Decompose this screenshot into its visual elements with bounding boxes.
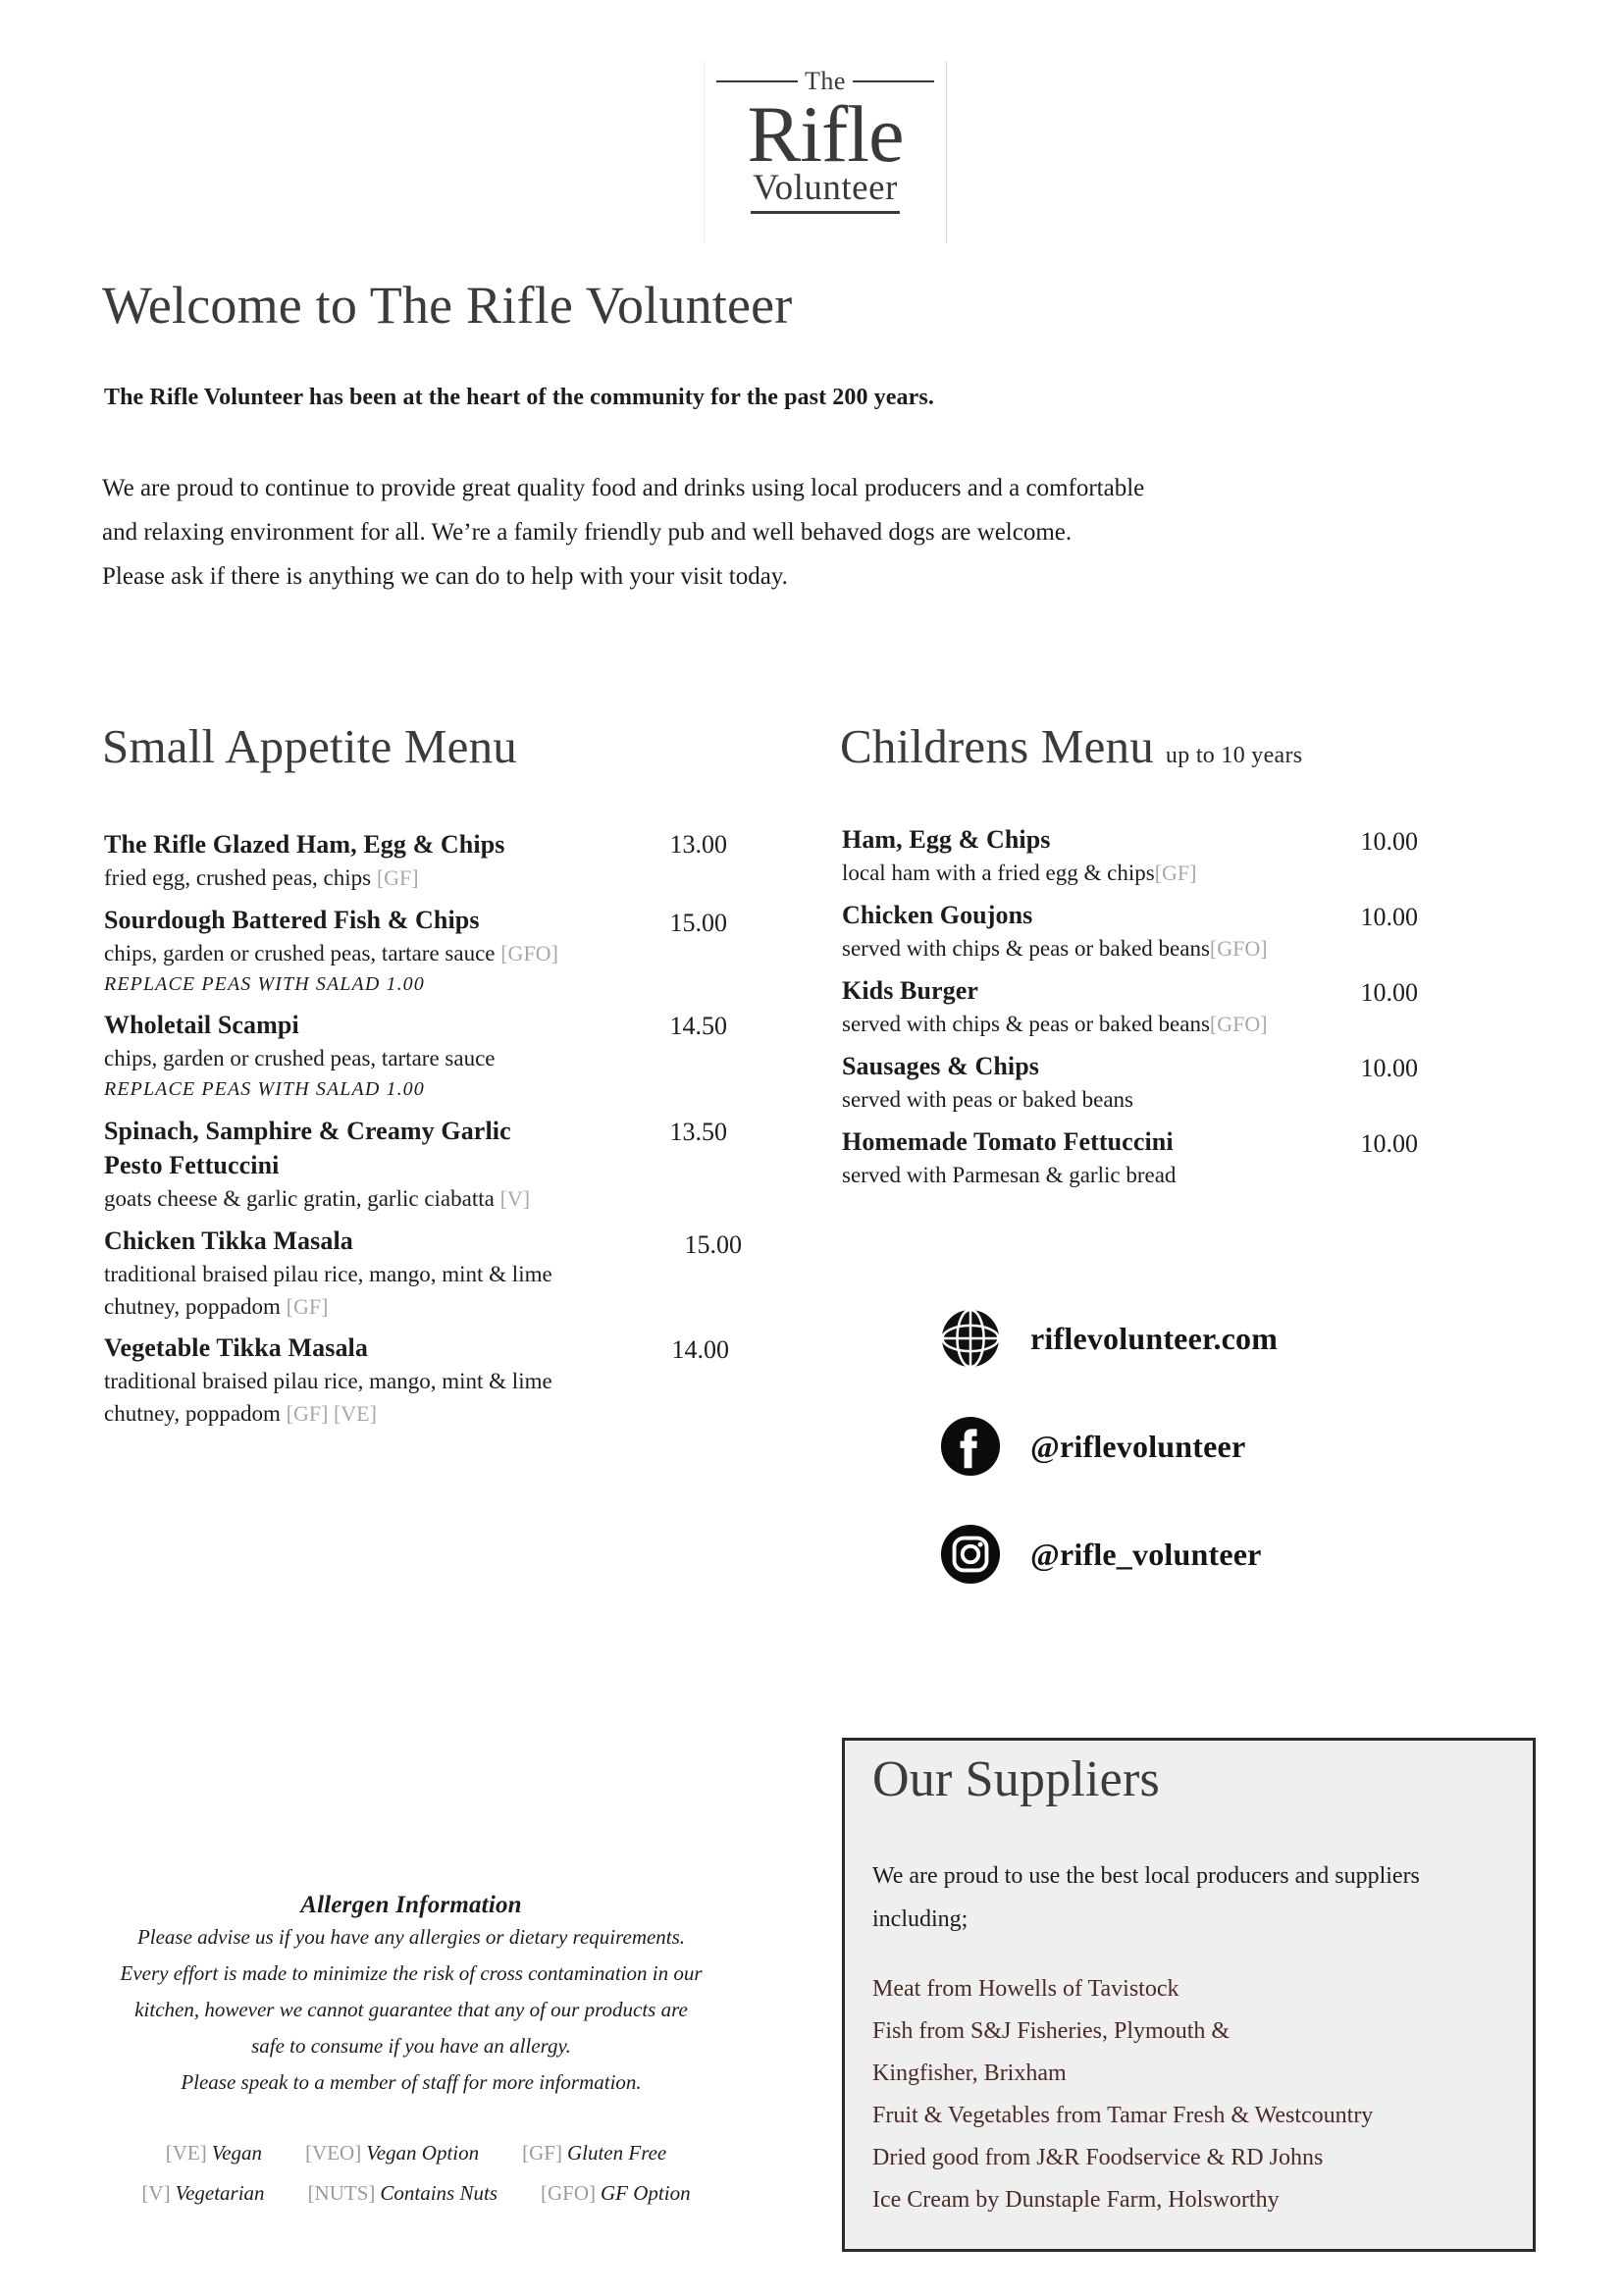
menu-item-name: Spinach, Samphire & Creamy Garlic Pesto Fettuccini: [104, 1117, 511, 1179]
allergen-line: Please advise us if you have any allergies or dietary requirements.: [136, 1925, 686, 1949]
menu-item: [104, 1224, 742, 1323]
suppliers-title: Our Suppliers: [872, 1751, 1160, 1807]
menu-item: [842, 898, 1431, 965]
menu-item: [842, 822, 1431, 889]
menu-item-price: 14.00: [671, 1335, 729, 1364]
menu-item-desc-text: served with Parmesan & garlic bread: [842, 1163, 1177, 1187]
menu-item-tags: [V]: [499, 1186, 531, 1211]
menu-item-price: 10.00: [1360, 827, 1418, 856]
menu-item-desc: [104, 1182, 732, 1215]
menu-item-desc-text: local ham with a fried egg & chips: [842, 861, 1155, 885]
logo-rule-right: [853, 80, 934, 82]
logo-rule-left: [716, 80, 798, 82]
supplier-item: Fruit & Vegetables from Tamar Fresh & Westcountry: [872, 2103, 1374, 2128]
menu-item: [104, 827, 732, 894]
menu-item-desc-text: traditional braised pilau rice, mango, mint & lime chutney, poppadom: [104, 1262, 552, 1319]
childrens-heading: [840, 718, 1302, 774]
menu-item-price: 10.00: [1360, 978, 1418, 1007]
facebook-icon: [940, 1416, 1001, 1477]
logo-main-text: Rifle: [747, 89, 904, 179]
allergen-key-item: [522, 2141, 666, 2166]
social-label-instagram: @rifle_volunteer: [1030, 1536, 1262, 1572]
allergen-key-text: GF Option: [601, 2181, 691, 2205]
menu-item-tags: [GF]: [1154, 861, 1197, 885]
menu-item-desc: [104, 1042, 732, 1074]
allergen-key: [102, 2141, 730, 2221]
welcome-body-line: Please ask if there is anything we can do to help with your visit today.: [102, 563, 788, 590]
supplier-item: Kingfisher, Brixham: [872, 2061, 1067, 2086]
menu-item: [104, 1008, 732, 1104]
menu-item-tags: [GF]: [376, 865, 419, 890]
menu-item-name: Sausages & Chips: [842, 1052, 1039, 1080]
menu-item: [104, 1331, 732, 1430]
page-title: Welcome to The Rifle Volunteer: [102, 276, 793, 335]
menu-item-tags: [GF] [VE]: [286, 1401, 377, 1426]
allergen-key-text: Gluten Free: [566, 2141, 667, 2165]
allergen-title: Allergen Information: [300, 1892, 522, 1918]
menu-item-price: 15.00: [684, 1230, 742, 1259]
menu-item-name: Homemade Tomato Fettuccini: [842, 1127, 1174, 1156]
menu-item-price: 10.00: [1360, 1129, 1418, 1158]
menu-item-desc-text: served with chips & peas or baked beans: [842, 936, 1210, 961]
instagram-icon: [940, 1524, 1001, 1585]
menu-item-tags: [GFO]: [1209, 1012, 1268, 1036]
menu-item-desc-text: served with chips & peas or baked beans: [842, 1012, 1210, 1036]
allergen-line: Please speak to a member of staff for more information.: [181, 2070, 642, 2094]
menu-item-desc: [104, 861, 732, 894]
menu-item-name: Kids Burger: [842, 976, 979, 1005]
menu-item-note: REPLACE PEAS WITH SALAD 1.00: [104, 973, 425, 995]
menu-item-desc: [104, 1258, 565, 1323]
allergen-key-code: [VE]: [165, 2141, 207, 2165]
welcome-body-line: We are proud to continue to provide great quality food and drinks using local producers and a comfortable: [102, 475, 1145, 501]
menu-item-name: The Rifle Glazed Ham, Egg & Chips: [104, 830, 505, 859]
welcome-lead: The Rifle Volunteer has been at the heart of the community for the past 200 years.: [104, 385, 934, 410]
allergen-key-code: [GFO]: [541, 2181, 596, 2205]
menu-item-note: REPLACE PEAS WITH SALAD 1.00: [104, 1078, 425, 1100]
menu-item-desc: [842, 1008, 1431, 1040]
allergen-key-row: [102, 2181, 730, 2206]
suppliers-list: [872, 1968, 1520, 2221]
menu-item: [842, 1049, 1431, 1116]
supplier-item: Dried good from J&R Foodservice & RD Johns: [872, 2145, 1324, 2170]
menu-item-desc-text: goats cheese & garlic gratin, garlic ciabatta: [104, 1186, 495, 1211]
childrens-list: [842, 822, 1431, 1191]
social-link-facebook[interactable]: [940, 1416, 1245, 1477]
menu-item-desc: [104, 937, 732, 969]
menu-item-desc: [842, 1083, 1431, 1116]
menu-item-desc-text: traditional braised pilau rice, mango, mint & lime chutney, poppadom: [104, 1369, 552, 1426]
allergen-key-item: [308, 2181, 498, 2206]
menu-item-desc-text: served with peas or baked beans: [842, 1087, 1133, 1112]
social-label-facebook: @riflevolunteer: [1030, 1428, 1246, 1464]
menu-item-tags: [GFO]: [500, 941, 558, 965]
menu-item-name: Wholetail Scampi: [104, 1011, 299, 1039]
menu-item-name: Vegetable Tikka Masala: [104, 1333, 368, 1362]
menu-item-tags: [GF]: [286, 1294, 329, 1319]
supplier-item: Meat from Howells of Tavistock: [872, 1976, 1179, 2002]
menu-item-price: 14.50: [669, 1012, 727, 1040]
menu-item-desc: [104, 1365, 565, 1430]
brand-logo: [704, 61, 947, 243]
social-link-instagram[interactable]: [940, 1524, 1262, 1585]
menu-item-desc-text: chips, garden or crushed peas, tartare sauce: [104, 941, 496, 965]
menu-item-desc: [842, 857, 1431, 889]
menu-item-name: Sourdough Battered Fish & Chips: [104, 906, 480, 934]
allergen-line: kitchen, however we cannot guarantee that any of our products are: [134, 1998, 688, 2021]
menu-item: [104, 1114, 732, 1215]
menu-item-name: Chicken Tikka Masala: [104, 1226, 353, 1255]
menu-item-price: 15.00: [669, 909, 727, 937]
allergen-key-code: [NUTS]: [307, 2181, 376, 2205]
menu-item-desc-text: chips, garden or crushed peas, tartare sauce: [104, 1046, 496, 1070]
globe-icon: [940, 1308, 1001, 1369]
allergen-key-text: Vegan Option: [366, 2141, 480, 2165]
supplier-item: Ice Cream by Dunstaple Farm, Holsworthy: [872, 2187, 1280, 2213]
small-appetite-heading: Small Appetite Menu: [102, 719, 517, 773]
allergen-line: safe to consume if you have an allergy.: [251, 2034, 571, 2058]
allergen-line: Every effort is made to minimize the risk of cross contamination in our: [120, 1961, 703, 1985]
allergen-key-text: Contains Nuts: [380, 2181, 498, 2205]
menu-item-price: 10.00: [1360, 1054, 1418, 1082]
menu-item: [842, 1124, 1431, 1191]
supplier-item: Fish from S&J Fisheries, Plymouth &: [872, 2018, 1231, 2044]
social-label-website: riflevolunteer.com: [1030, 1320, 1279, 1356]
suppliers-panel: [842, 1738, 1536, 2252]
welcome-body: [102, 466, 1515, 599]
childrens-heading-text: Childrens Menu: [840, 719, 1154, 773]
allergen-key-code: [V]: [141, 2181, 171, 2205]
menu-item-name: Chicken Goujons: [842, 901, 1033, 929]
menu-item-name: Ham, Egg & Chips: [842, 825, 1051, 854]
allergen-key-item: [166, 2141, 262, 2166]
menu-item-desc: [842, 932, 1431, 965]
allergen-key-row: [102, 2141, 730, 2166]
childrens-subheading: up to 10 years: [1165, 743, 1303, 768]
logo-the-text: The: [805, 67, 846, 95]
menu-item-price: 13.50: [669, 1118, 727, 1146]
allergen-key-code: [GF]: [522, 2141, 562, 2165]
suppliers-intro: We are proud to use the best local producers and suppliers including;: [872, 1863, 1420, 1932]
logo-sub-text: Volunteer: [751, 169, 900, 214]
menu-item-tags: [GFO]: [1209, 936, 1268, 961]
allergen-key-text: Vegetarian: [175, 2181, 265, 2205]
allergen-key-item: [305, 2141, 479, 2166]
allergen-key-item: [541, 2181, 691, 2206]
menu-item: [104, 903, 732, 999]
allergen-key-item: [141, 2181, 264, 2206]
menu-item: [842, 973, 1431, 1040]
menu-item-desc: [842, 1159, 1431, 1191]
menu-item-price: 10.00: [1360, 903, 1418, 931]
allergen-key-code: [VEO]: [305, 2141, 362, 2165]
menu-item-desc-text: fried egg, crushed peas, chips: [104, 865, 372, 890]
allergen-information: [102, 1892, 720, 2101]
social-link-website[interactable]: [940, 1308, 1278, 1369]
welcome-body-line: and relaxing environment for all. We’re a family friendly pub and well behaved dogs are welcome.: [102, 519, 1073, 546]
menu-item-price: 13.00: [669, 830, 727, 859]
allergen-key-text: Vegan: [211, 2141, 263, 2165]
small-appetite-list: [104, 827, 742, 1430]
